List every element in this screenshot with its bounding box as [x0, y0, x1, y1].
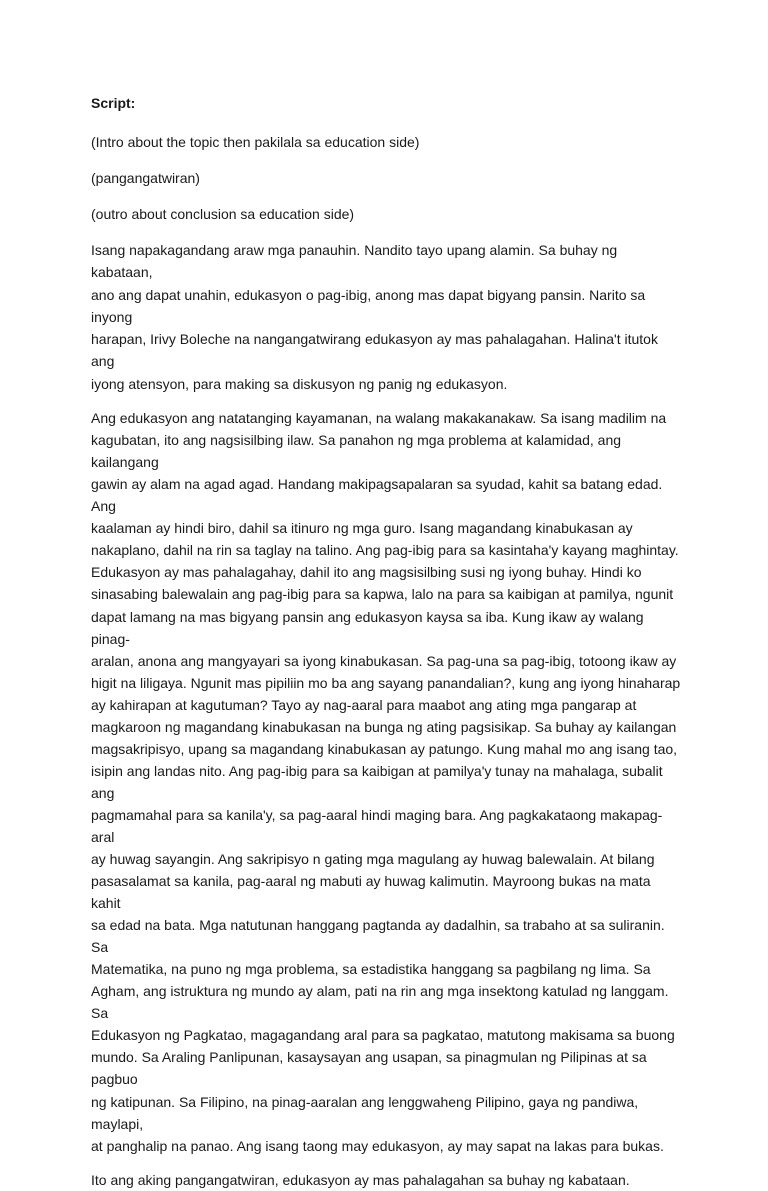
script-heading: Script:: [91, 95, 136, 111]
note-argument: (pangangatwiran): [91, 170, 200, 186]
intro-paragraph: Isang napakagandang araw mga panauhin. Nandito tayo upang alamin. Sa buhay ng kabataan, ano ang dapat unahin, edukasyon o pag-ibig, anong mas dapat bigyang pansin. Narito sa inyong harapan, Irivy Boleche na nangangatwirang edukasyon ay mas pahalagahan. Halina't itutok ang iyong atensyon, para making sa diskusyon ng panig ng edukasyon.: [91, 242, 658, 392]
document-page: [91, 92, 681, 1191]
note-outro: (outro about conclusion sa education side): [91, 206, 355, 222]
closing-paragraph: Ito ang aking pangangatwiran, edukasyon ay mas pahalagahan sa buhay ng kabataan.: [91, 1171, 630, 1188]
argument-paragraph: Ang edukasyon ang natatanging kayamanan, na walang makakanakaw. Sa isang madilim na kagubatan, ito ang nagsisilbing ilaw. Sa panahon ng mga problema at kalamidad, ang kailangang gawin ay alam na agad agad. Handang makipagsapalaran sa syudad, kahit sa batang edad. Ang kaalaman ay hindi biro, dahil sa itinuro ng mga guro. Isang magandang kinabukasan ay nakaplano, dahil na rin sa taglay na talino. Ang pag-ibig para sa kasintaha'y kayang maghintay. Edukasyon ay mas pahalagahay, dahil ito ang magsisilbing susi ng iyong buhay. Hindi ko sinasabing balewalain ang pag-ibig para sa kapwa, lalo na para sa kaibigan at pamilya, ngunit dapat lamang na mas bigyang pansin ang edukasyon kaysa sa iba. Kung ikaw ay walang pinag- aralan, anona ang mangyayari sa iyong kinabukasan. Sa pag-una sa pag-ibig, totoong ikaw ay higit na liligaya. Ngunit mas pipiliin mo ba ang sayang panandalian?, kung ang iyong hinaharap ay kahirapan at kagutuman? Tayo ay nag-aaral para maabot ang ating mga pangarap at magkaroon ng magandang kinabukasan na bunga ng ating pagsisikap. Sa buhay ay kailangan magsakripisyo, upang sa magandang kinabukasan ay patungo. Kung mahal mo ang isang tao, isipin ang landas nito. Ang pag-ibig para sa kaibigan at pamilya'y tunay na mahalaga, subalit ang pagmamahal para sa kanila'y, sa pag-aaral hindi maging bara. Ang pagkakataong makapag-aral ay huwag sayangin. Ang sakripisyo n gating mga magulang ay huwag balewalain. At bilang pasasalamat sa kanila, pag-aaral ng mabuti ay huwag kalimutin. Mayroong bukas na mata kahit sa edad na bata. Mga natutunan hanggang pagtanda ay dadalhin, sa trabaho at sa suliranin. Sa Matematika, na puno ng mga problema, sa estadistika hanggang sa pagbilang ng lima. Sa Agham, ang istruktura ng mundo ay alam, pati na rin ang mga insektong katulad ng langgam. Sa Edukasyon ng Pagkatao, magagandang aral para sa pagkatao, matutong makisama sa buong mundo. Sa Araling Panlipunan, kasaysayan ang usapan, sa pinagmulan ng Pilipinas at sa pagbuo ng katipunan. Sa Filipino, na pinag-aaralan ang lenggwaheng Pilipino, gaya ng pandiwa, maylapi, at panghalip na panao. Ang isang taong may edukasyon, ay may sapat na lakas para bukas.: [91, 410, 681, 1154]
note-intro: (Intro about the topic then pakilala sa education side): [91, 134, 420, 150]
